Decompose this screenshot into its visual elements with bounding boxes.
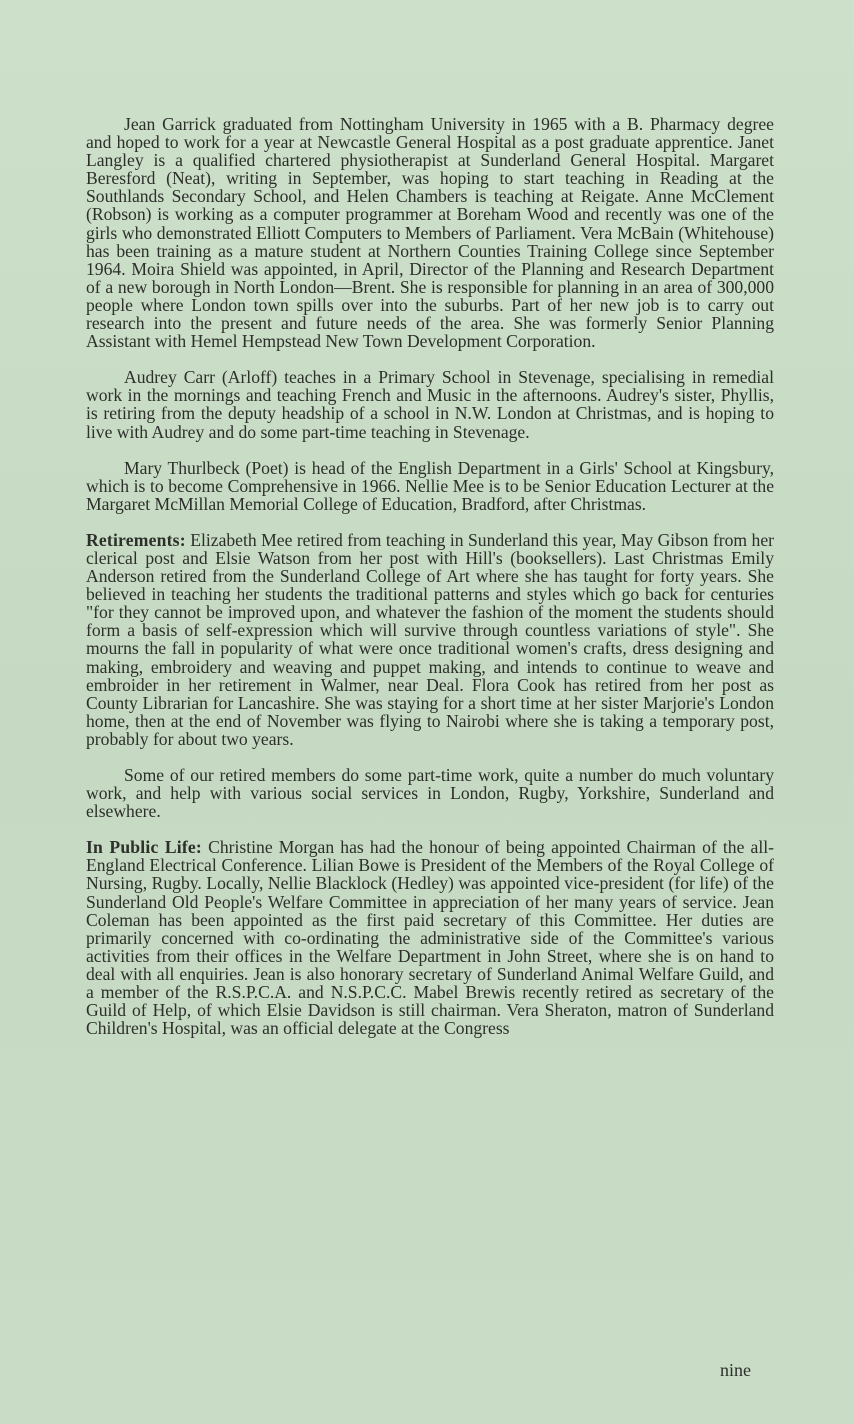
paragraph-text: Mary Thurlbeck (Poet) is head of the English Department in a Girls' School at Kingsbury, which is to become Comprehensive in 1966. Nellie Mee is to be Senior Education Lecturer at the Margaret McMillan Memorial College of Education, Bradford, after Christmas.: [86, 457, 774, 514]
body-text: [86, 115, 774, 1037]
paragraph-text: Christine Morgan has had the honour of being appointed Chairman of the all-England Electrical Conference. Lilian Bowe is President of the Members of the Royal College of Nursing, Rugby. Locally, Nellie Blacklock (Hedley) was appointed vice-president (for life) of the Sunderland Old People's Welfare Committee in appreciation of her many years of service. Jean Coleman has been appointed as the first paid secretary of this Committee. Her duties are primarily concerned with co-ordinating the administrative side of the Committee's various activities from their offices in the Welfare Department in John Street, where she is on hand to deal with all enquiries. Jean is also honorary secretary of Sunderland Animal Welfare Guild, and a member of the R.S.P.C.A. and N.S.P.C.C. Mabel Brewis recently retired as secretary of the Guild of Help, of which Elsie Davidson is still chairman. Vera Sheraton, matron of Sunderland Children's Hospital, was an official delegate at the Congress: [86, 837, 774, 1039]
paragraph-mary-thurlbeck: [86, 459, 774, 513]
paragraph-graduates: [86, 115, 774, 350]
paragraph-text: Jean Garrick graduated from Nottingham University in 1965 with a B. Pharmacy degree and hoped to work for a year at Newcastle General Hospital as a post graduate apprentice. Janet Langley is a qualified chartered physiotherapist at Sunderland General Hospital. Margaret Beresford (Neat), writing in September, was hoping to start teaching in Reading at the Southlands Secondary School, and Helen Chambers is teaching at Reigate. Anne McClement (Robson) is working as a computer programmer at Boreham Wood and recently was one of the girls who demonstrated Elliott Computers to Members of Parliament. Vera McBain (Whitehouse) has been training as a mature student at Northern Counties Training College since September 1964. Moira Shield was appointed, in April, Director of the Planning and Research Department of a new borough in North London—Brent. She is responsible for planning in an area of 300,000 people where London town spills over into the suburbs. Part of her new job is to carry out research into the present and future needs of the area. She was formerly Senior Planning Assistant with Hemel Hempstead New Town Development Corporation.: [86, 114, 774, 352]
paragraph-retired-members: [86, 766, 774, 820]
paragraph-public-life: [86, 838, 774, 1037]
paragraph-text: Elizabeth Mee retired from teaching in Sunderland this year, May Gibson from her clerical post and Elsie Watson from her post with Hill's (booksellers). Last Christmas Emily Anderson retired from the Sunderland College of Art where she has taught for forty years. She believed in teaching her students the traditional patterns and styles which go back for centuries "for they cannot be improved upon, and whatever the fashion of the moment the students should form a basis of self-expression which will survive through countless variations of style". She mourns the fall in popularity of what were once traditional women's crafts, dress designing and making, embroidery and weaving and puppet making, and intends to continue to weave and embroider in her retirement in Walmer, near Deal. Flora Cook has retired from her post as County Librarian for Lancashire. She was staying for a short time at her sister Marjorie's London home, then at the end of November was flying to Nairobi where she is taking a temporary post, probably for about two years.: [86, 529, 774, 749]
retirements-heading: Retirements:: [86, 529, 186, 550]
paragraph-retirements: [86, 531, 774, 748]
public-life-heading: In Public Life:: [86, 837, 202, 858]
page-number: nine: [720, 1360, 751, 1380]
paragraph-text: Audrey Carr (Arloff) teaches in a Primary School in Stevenage, specialising in remedial work in the mornings and teaching French and Music in the afternoons. Audrey's sister, Phyllis, is retiring from the deputy headship of a school in N.W. London at Christmas, and is hoping to live with Audrey and do some part-time teaching in Stevenage.: [86, 367, 774, 442]
paragraph-text: Some of our retired members do some part-time work, quite a number do much voluntary work, and help with various social services in London, Rugby, Yorkshire, Sunderland and elsewhere.: [86, 765, 774, 822]
paragraph-audrey-carr: [86, 368, 774, 440]
